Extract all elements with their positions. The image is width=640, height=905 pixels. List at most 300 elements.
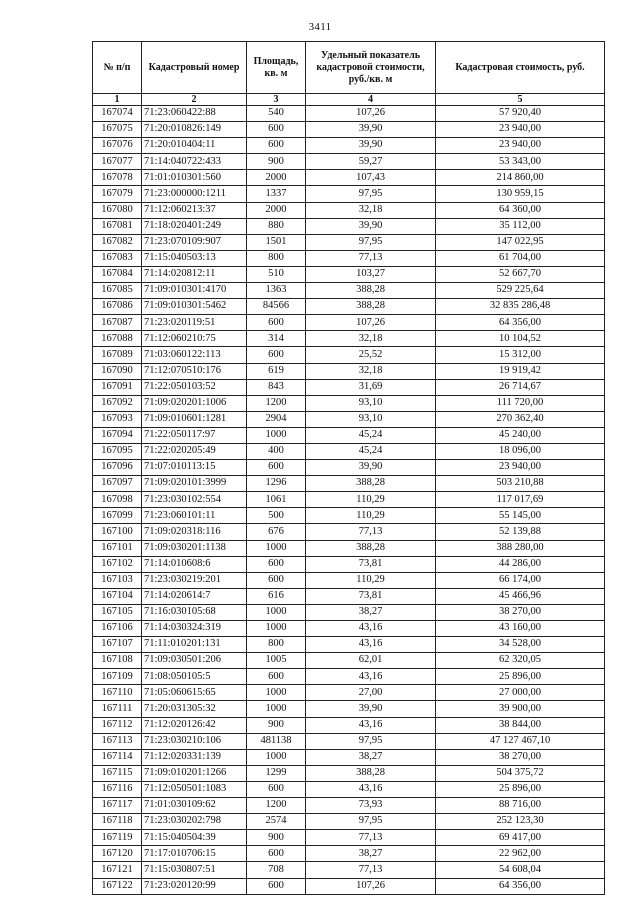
cadastral-number: 71:12:060210:75 xyxy=(142,331,247,347)
cadastral-number: 71:09:030501:206 xyxy=(142,653,247,669)
table-row xyxy=(93,733,605,749)
cadastral-number: 71:09:010301:4170 xyxy=(142,283,247,299)
area-value: 600 xyxy=(247,347,306,363)
rate-value: 31,69 xyxy=(306,379,436,395)
header-area: Площадь, кв. м xyxy=(247,42,306,94)
header-num: № п/п xyxy=(93,42,142,94)
table-row xyxy=(93,395,605,411)
table-row xyxy=(93,122,605,138)
cost-value: 64 360,00 xyxy=(436,202,605,218)
cost-value: 53 343,00 xyxy=(436,154,605,170)
cost-value: 147 022,95 xyxy=(436,234,605,250)
table-row xyxy=(93,604,605,620)
table-row xyxy=(93,186,605,202)
rate-value: 107,26 xyxy=(306,315,436,331)
cadastral-number: 71:09:020101:3999 xyxy=(142,476,247,492)
cost-value: 27 000,00 xyxy=(436,685,605,701)
rate-value: 388,28 xyxy=(306,299,436,315)
cost-value: 19 919,42 xyxy=(436,363,605,379)
row-number: 167094 xyxy=(93,427,142,443)
row-number: 167086 xyxy=(93,299,142,315)
rate-value: 97,95 xyxy=(306,186,436,202)
area-value: 1000 xyxy=(247,749,306,765)
cost-value: 529 225,64 xyxy=(436,283,605,299)
cost-value: 252 123,30 xyxy=(436,814,605,830)
rate-value: 73,81 xyxy=(306,588,436,604)
column-number-row xyxy=(93,94,605,106)
table-row xyxy=(93,685,605,701)
area-value: 800 xyxy=(247,637,306,653)
cost-value: 88 716,00 xyxy=(436,798,605,814)
cadastral-number: 71:12:070510:176 xyxy=(142,363,247,379)
cadastral-number: 71:23:030202:798 xyxy=(142,814,247,830)
cost-value: 25 896,00 xyxy=(436,781,605,797)
row-number: 167119 xyxy=(93,830,142,846)
area-value: 2904 xyxy=(247,411,306,427)
row-number: 167116 xyxy=(93,781,142,797)
table-row xyxy=(93,363,605,379)
cadastral-number: 71:23:060422:88 xyxy=(142,106,247,122)
cadastral-number: 71:22:050117:97 xyxy=(142,427,247,443)
cost-value: 38 270,00 xyxy=(436,604,605,620)
row-number: 167101 xyxy=(93,540,142,556)
rate-value: 388,28 xyxy=(306,540,436,556)
cadastral-number: 71:23:030102:554 xyxy=(142,492,247,508)
row-number: 167121 xyxy=(93,862,142,878)
cost-value: 15 312,00 xyxy=(436,347,605,363)
rate-value: 45,24 xyxy=(306,427,436,443)
table-row xyxy=(93,765,605,781)
area-value: 1000 xyxy=(247,701,306,717)
area-value: 600 xyxy=(247,572,306,588)
area-value: 1501 xyxy=(247,234,306,250)
row-number: 167087 xyxy=(93,315,142,331)
cost-value: 55 145,00 xyxy=(436,508,605,524)
table-row xyxy=(93,283,605,299)
cost-value: 34 528,00 xyxy=(436,637,605,653)
rate-value: 43,16 xyxy=(306,621,436,637)
row-number: 167096 xyxy=(93,460,142,476)
cost-value: 66 174,00 xyxy=(436,572,605,588)
row-number: 167114 xyxy=(93,749,142,765)
cadastral-number: 71:23:030210:106 xyxy=(142,733,247,749)
row-number: 167110 xyxy=(93,685,142,701)
row-number: 167089 xyxy=(93,347,142,363)
rate-value: 77,13 xyxy=(306,524,436,540)
table-row xyxy=(93,492,605,508)
rate-value: 25,52 xyxy=(306,347,436,363)
cost-value: 111 720,00 xyxy=(436,395,605,411)
area-value: 1005 xyxy=(247,653,306,669)
cost-value: 47 127 467,10 xyxy=(436,733,605,749)
rate-value: 27,00 xyxy=(306,685,436,701)
row-number: 167112 xyxy=(93,717,142,733)
cadastral-number: 71:15:040504:39 xyxy=(142,830,247,846)
rate-value: 93,10 xyxy=(306,395,436,411)
rate-value: 32,18 xyxy=(306,363,436,379)
table-row xyxy=(93,637,605,653)
area-value: 708 xyxy=(247,862,306,878)
area-value: 1000 xyxy=(247,604,306,620)
column-number: 5 xyxy=(436,94,605,106)
row-number: 167103 xyxy=(93,572,142,588)
cadastral-number: 71:09:010601:1281 xyxy=(142,411,247,427)
cadastral-number: 71:23:060101:11 xyxy=(142,508,247,524)
cadastral-number: 71:14:040722:433 xyxy=(142,154,247,170)
table-row xyxy=(93,830,605,846)
cadastral-registry-table xyxy=(92,41,605,895)
area-value: 1000 xyxy=(247,427,306,443)
area-value: 600 xyxy=(247,878,306,894)
rate-value: 97,95 xyxy=(306,733,436,749)
cadastral-number: 71:05:060615:65 xyxy=(142,685,247,701)
cost-value: 38 844,00 xyxy=(436,717,605,733)
row-number: 167083 xyxy=(93,250,142,266)
row-number: 167082 xyxy=(93,234,142,250)
table-row xyxy=(93,701,605,717)
rate-value: 39,90 xyxy=(306,138,436,154)
area-value: 481138 xyxy=(247,733,306,749)
row-number: 167079 xyxy=(93,186,142,202)
table-row xyxy=(93,798,605,814)
column-number: 3 xyxy=(247,94,306,106)
cadastral-number: 71:16:030105:68 xyxy=(142,604,247,620)
rate-value: 39,90 xyxy=(306,218,436,234)
row-number: 167108 xyxy=(93,653,142,669)
cadastral-number: 71:20:010404:11 xyxy=(142,138,247,154)
rate-value: 39,90 xyxy=(306,122,436,138)
area-value: 84566 xyxy=(247,299,306,315)
cadastral-number: 71:12:020126:42 xyxy=(142,717,247,733)
cost-value: 130 959,15 xyxy=(436,186,605,202)
rate-value: 45,24 xyxy=(306,443,436,459)
cadastral-number: 71:09:020201:1006 xyxy=(142,395,247,411)
rate-value: 43,16 xyxy=(306,781,436,797)
table-row xyxy=(93,540,605,556)
rate-value: 32,18 xyxy=(306,331,436,347)
table-row xyxy=(93,331,605,347)
cadastral-number: 71:22:020205:49 xyxy=(142,443,247,459)
cost-value: 64 356,00 xyxy=(436,878,605,894)
area-value: 900 xyxy=(247,154,306,170)
table-row xyxy=(93,717,605,733)
header-cadastral-number: Кадастровый номер xyxy=(142,42,247,94)
cost-value: 10 104,52 xyxy=(436,331,605,347)
area-value: 1337 xyxy=(247,186,306,202)
area-value: 400 xyxy=(247,443,306,459)
rate-value: 77,13 xyxy=(306,250,436,266)
rate-value: 388,28 xyxy=(306,476,436,492)
cadastral-number: 71:23:020119:51 xyxy=(142,315,247,331)
area-value: 600 xyxy=(247,138,306,154)
area-value: 1299 xyxy=(247,765,306,781)
row-number: 167106 xyxy=(93,621,142,637)
cost-value: 25 896,00 xyxy=(436,669,605,685)
column-number: 4 xyxy=(306,94,436,106)
row-number: 167113 xyxy=(93,733,142,749)
area-value: 880 xyxy=(247,218,306,234)
cost-value: 22 962,00 xyxy=(436,846,605,862)
area-value: 676 xyxy=(247,524,306,540)
table-row xyxy=(93,347,605,363)
area-value: 843 xyxy=(247,379,306,395)
table-row xyxy=(93,588,605,604)
row-number: 167095 xyxy=(93,443,142,459)
area-value: 1200 xyxy=(247,798,306,814)
cost-value: 39 900,00 xyxy=(436,701,605,717)
table-row xyxy=(93,427,605,443)
row-number: 167085 xyxy=(93,283,142,299)
area-value: 2574 xyxy=(247,814,306,830)
row-number: 167099 xyxy=(93,508,142,524)
area-value: 1296 xyxy=(247,476,306,492)
table-row xyxy=(93,106,605,122)
area-value: 600 xyxy=(247,122,306,138)
area-value: 600 xyxy=(247,315,306,331)
area-value: 900 xyxy=(247,717,306,733)
rate-value: 59,27 xyxy=(306,154,436,170)
rate-value: 43,16 xyxy=(306,669,436,685)
cadastral-number: 71:14:020614:7 xyxy=(142,588,247,604)
cadastral-number: 71:08:050105:5 xyxy=(142,669,247,685)
cost-value: 69 417,00 xyxy=(436,830,605,846)
header-cost: Кадастровая стоимость, руб. xyxy=(436,42,605,94)
cadastral-number: 71:20:010826:149 xyxy=(142,122,247,138)
table-row xyxy=(93,170,605,186)
cost-value: 388 280,00 xyxy=(436,540,605,556)
cadastral-number: 71:17:010706:15 xyxy=(142,846,247,862)
table-row xyxy=(93,202,605,218)
row-number: 167093 xyxy=(93,411,142,427)
row-number: 167074 xyxy=(93,106,142,122)
rate-value: 107,43 xyxy=(306,170,436,186)
cadastral-number: 71:14:030324:319 xyxy=(142,621,247,637)
rate-value: 77,13 xyxy=(306,830,436,846)
rate-value: 73,81 xyxy=(306,556,436,572)
table-row xyxy=(93,460,605,476)
row-number: 167080 xyxy=(93,202,142,218)
area-value: 2000 xyxy=(247,202,306,218)
area-value: 540 xyxy=(247,106,306,122)
area-value: 600 xyxy=(247,846,306,862)
cadastral-number: 71:07:010113:15 xyxy=(142,460,247,476)
cost-value: 43 160,00 xyxy=(436,621,605,637)
area-value: 1363 xyxy=(247,283,306,299)
rate-value: 73,93 xyxy=(306,798,436,814)
cadastral-number: 71:22:050103:52 xyxy=(142,379,247,395)
area-value: 2000 xyxy=(247,170,306,186)
area-value: 900 xyxy=(247,830,306,846)
cadastral-number: 71:23:070109:907 xyxy=(142,234,247,250)
area-value: 510 xyxy=(247,266,306,282)
cost-value: 52 139,88 xyxy=(436,524,605,540)
cadastral-number: 71:09:010201:1266 xyxy=(142,765,247,781)
row-number: 167084 xyxy=(93,266,142,282)
table-row xyxy=(93,411,605,427)
row-number: 167076 xyxy=(93,138,142,154)
area-value: 616 xyxy=(247,588,306,604)
cost-value: 26 714,67 xyxy=(436,379,605,395)
area-value: 1000 xyxy=(247,540,306,556)
cost-value: 54 608,04 xyxy=(436,862,605,878)
row-number: 167107 xyxy=(93,637,142,653)
row-number: 167117 xyxy=(93,798,142,814)
row-number: 167077 xyxy=(93,154,142,170)
table-row xyxy=(93,379,605,395)
cadastral-number: 71:23:020120:99 xyxy=(142,878,247,894)
column-number: 2 xyxy=(142,94,247,106)
cost-value: 32 835 286,48 xyxy=(436,299,605,315)
cost-value: 23 940,00 xyxy=(436,460,605,476)
area-value: 1200 xyxy=(247,395,306,411)
cost-value: 214 860,00 xyxy=(436,170,605,186)
table-row xyxy=(93,781,605,797)
row-number: 167120 xyxy=(93,846,142,862)
row-number: 167075 xyxy=(93,122,142,138)
rate-value: 110,29 xyxy=(306,572,436,588)
rate-value: 62,01 xyxy=(306,653,436,669)
cadastral-number: 71:14:010608:6 xyxy=(142,556,247,572)
cadastral-number: 71:18:020401:249 xyxy=(142,218,247,234)
cadastral-number: 71:09:010301:5462 xyxy=(142,299,247,315)
cost-value: 45 466,96 xyxy=(436,588,605,604)
table-row xyxy=(93,443,605,459)
cost-value: 52 667,70 xyxy=(436,266,605,282)
row-number: 167081 xyxy=(93,218,142,234)
row-number: 167104 xyxy=(93,588,142,604)
row-number: 167115 xyxy=(93,765,142,781)
area-value: 1061 xyxy=(247,492,306,508)
cost-value: 503 210,88 xyxy=(436,476,605,492)
row-number: 167092 xyxy=(93,395,142,411)
cost-value: 270 362,40 xyxy=(436,411,605,427)
table-header-row xyxy=(93,42,605,94)
cost-value: 64 356,00 xyxy=(436,315,605,331)
cost-value: 45 240,00 xyxy=(436,427,605,443)
row-number: 167111 xyxy=(93,701,142,717)
table-row xyxy=(93,814,605,830)
rate-value: 32,18 xyxy=(306,202,436,218)
cost-value: 504 375,72 xyxy=(436,765,605,781)
cadastral-number: 71:11:010201:131 xyxy=(142,637,247,653)
area-value: 600 xyxy=(247,460,306,476)
row-number: 167118 xyxy=(93,814,142,830)
cadastral-number: 71:15:040503:13 xyxy=(142,250,247,266)
rate-value: 39,90 xyxy=(306,701,436,717)
column-number: 1 xyxy=(93,94,142,106)
table-row xyxy=(93,621,605,637)
cadastral-number: 71:12:060213:37 xyxy=(142,202,247,218)
rate-value: 110,29 xyxy=(306,508,436,524)
rate-value: 107,26 xyxy=(306,878,436,894)
cost-value: 18 096,00 xyxy=(436,443,605,459)
rate-value: 38,27 xyxy=(306,846,436,862)
cadastral-number: 71:14:020812:11 xyxy=(142,266,247,282)
table-row xyxy=(93,862,605,878)
row-number: 167122 xyxy=(93,878,142,894)
cadastral-number: 71:09:030201:1138 xyxy=(142,540,247,556)
area-value: 600 xyxy=(247,781,306,797)
row-number: 167090 xyxy=(93,363,142,379)
page-number: 3411 xyxy=(308,21,332,33)
cost-value: 62 320,05 xyxy=(436,653,605,669)
rate-value: 388,28 xyxy=(306,765,436,781)
cadastral-number: 71:20:031305:32 xyxy=(142,701,247,717)
cost-value: 38 270,00 xyxy=(436,749,605,765)
rate-value: 38,27 xyxy=(306,749,436,765)
rate-value: 38,27 xyxy=(306,604,436,620)
table-row xyxy=(93,138,605,154)
header-rate: Удельный показатель кадастровой стоимости, руб./кв. м xyxy=(306,42,436,94)
table-row xyxy=(93,154,605,170)
cost-value: 23 940,00 xyxy=(436,138,605,154)
row-number: 167105 xyxy=(93,604,142,620)
table-row xyxy=(93,846,605,862)
cost-value: 35 112,00 xyxy=(436,218,605,234)
row-number: 167088 xyxy=(93,331,142,347)
table-row xyxy=(93,749,605,765)
cadastral-number: 71:23:000000:1211 xyxy=(142,186,247,202)
table-row xyxy=(93,250,605,266)
rate-value: 388,28 xyxy=(306,283,436,299)
area-value: 314 xyxy=(247,331,306,347)
cadastral-number: 71:12:020331:139 xyxy=(142,749,247,765)
table-row xyxy=(93,218,605,234)
table-row xyxy=(93,315,605,331)
cadastral-number: 71:03:060122:113 xyxy=(142,347,247,363)
rate-value: 77,13 xyxy=(306,862,436,878)
table-row xyxy=(93,508,605,524)
table-row xyxy=(93,878,605,894)
row-number: 167109 xyxy=(93,669,142,685)
rate-value: 93,10 xyxy=(306,411,436,427)
row-number: 167091 xyxy=(93,379,142,395)
rate-value: 97,95 xyxy=(306,234,436,250)
cadastral-number: 71:15:030807:51 xyxy=(142,862,247,878)
cost-value: 57 920,40 xyxy=(436,106,605,122)
row-number: 167098 xyxy=(93,492,142,508)
area-value: 1000 xyxy=(247,685,306,701)
row-number: 167100 xyxy=(93,524,142,540)
rate-value: 110,29 xyxy=(306,492,436,508)
rate-value: 97,95 xyxy=(306,814,436,830)
cost-value: 117 017,69 xyxy=(436,492,605,508)
area-value: 619 xyxy=(247,363,306,379)
table-row xyxy=(93,556,605,572)
cost-value: 23 940,00 xyxy=(436,122,605,138)
table-row xyxy=(93,653,605,669)
cadastral-number: 71:23:030219:201 xyxy=(142,572,247,588)
cost-value: 61 704,00 xyxy=(436,250,605,266)
area-value: 600 xyxy=(247,669,306,685)
row-number: 167102 xyxy=(93,556,142,572)
table-row xyxy=(93,669,605,685)
table-row xyxy=(93,266,605,282)
rate-value: 43,16 xyxy=(306,717,436,733)
row-number: 167078 xyxy=(93,170,142,186)
area-value: 800 xyxy=(247,250,306,266)
area-value: 1000 xyxy=(247,621,306,637)
rate-value: 103,27 xyxy=(306,266,436,282)
table-row xyxy=(93,234,605,250)
cadastral-number: 71:12:050501:1083 xyxy=(142,781,247,797)
cadastral-number: 71:01:030109:62 xyxy=(142,798,247,814)
cost-value: 44 286,00 xyxy=(436,556,605,572)
cadastral-number: 71:01:010301:560 xyxy=(142,170,247,186)
rate-value: 107,26 xyxy=(306,106,436,122)
rate-value: 39,90 xyxy=(306,460,436,476)
area-value: 600 xyxy=(247,556,306,572)
